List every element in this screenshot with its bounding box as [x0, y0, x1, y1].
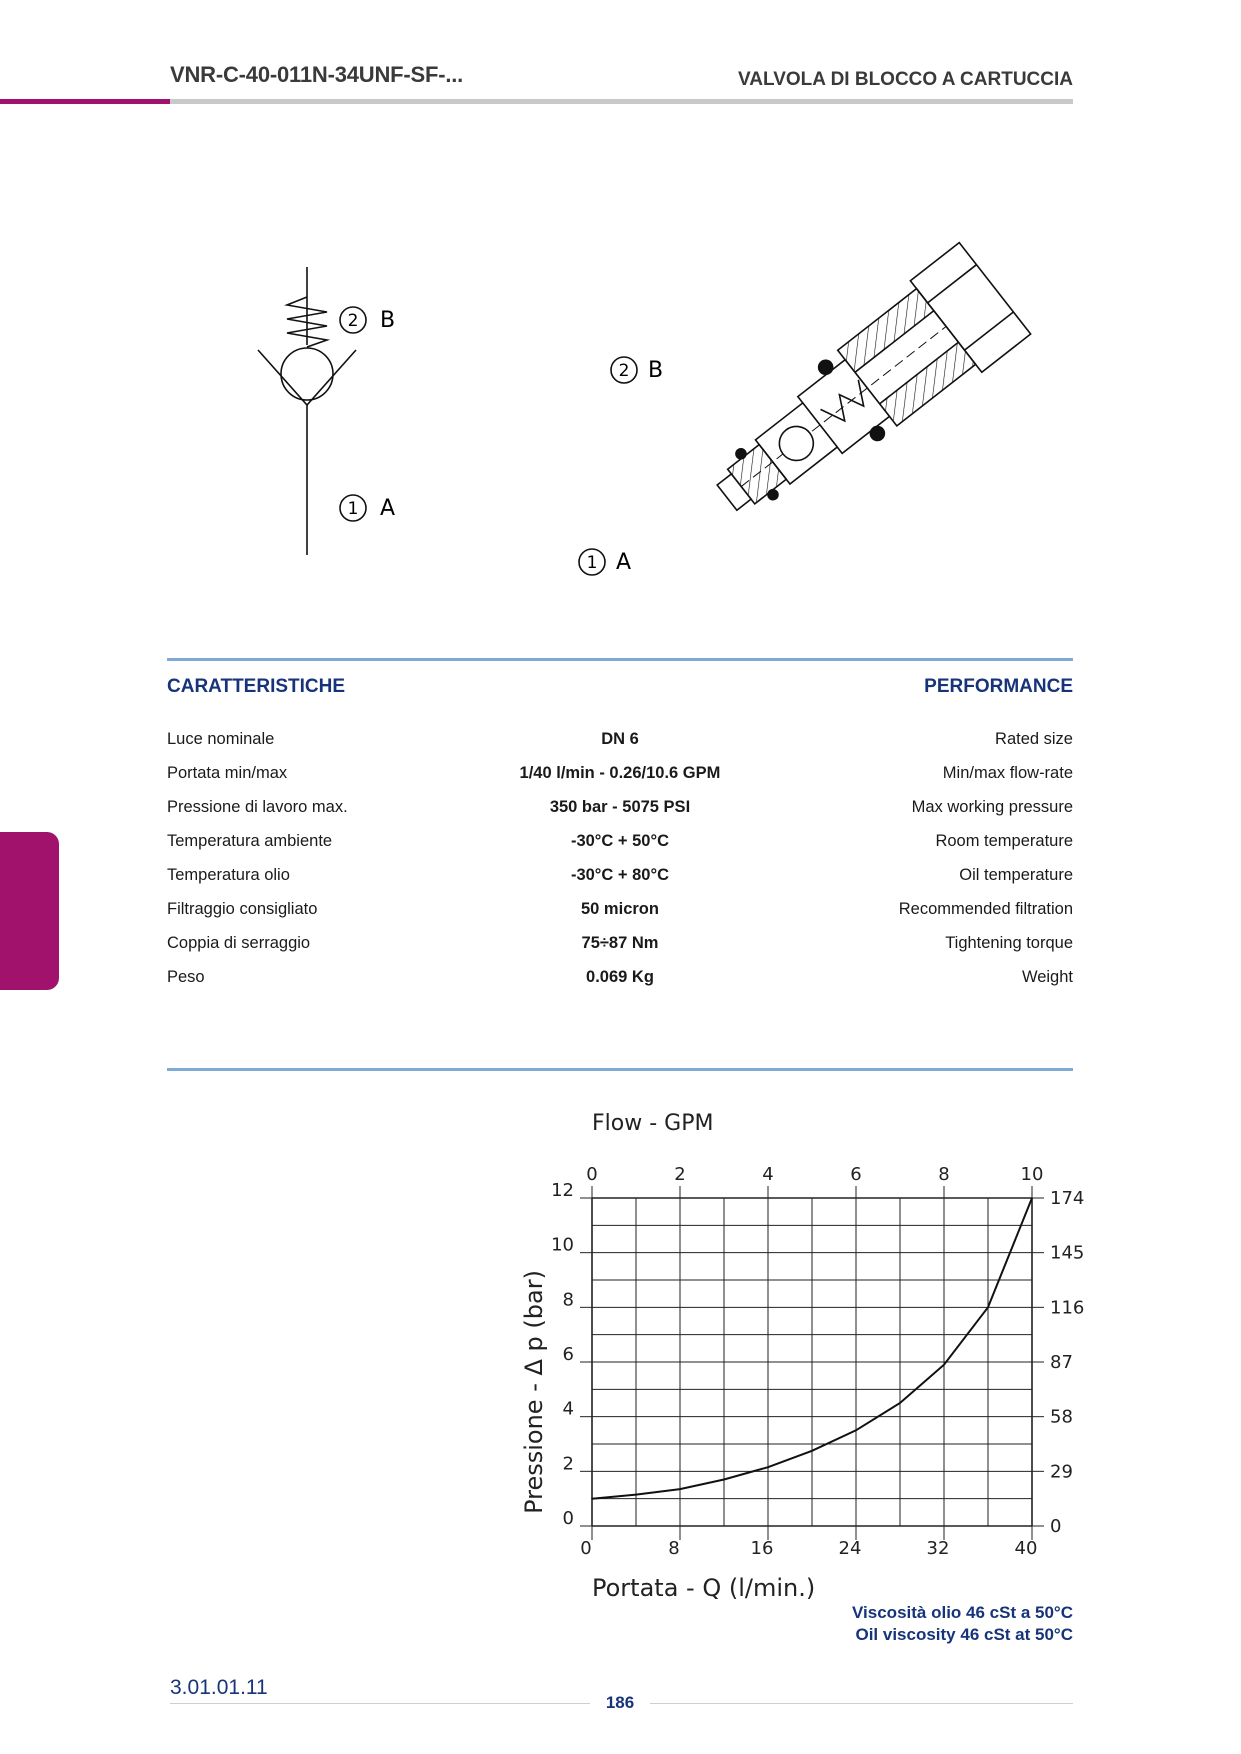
data-point [811, 1450, 813, 1452]
spec-label-it: Portata min/max [167, 763, 288, 782]
port-a-number: 1 [347, 499, 359, 519]
spec-value: 75÷87 Nm [581, 933, 659, 952]
data-point [899, 1402, 901, 1404]
spec-value: DN 6 [601, 729, 639, 748]
section-side-tab [0, 832, 59, 990]
spec-label-en: Room temperature [935, 831, 1073, 850]
x-tick-label: 8 [668, 1538, 680, 1559]
spec-value: -30°C + 50°C [570, 831, 669, 850]
viscosity-note-en: Oil viscosity 46 cSt at 50°C [855, 1625, 1073, 1644]
spec-value: 0.069 Kg [586, 967, 654, 986]
spec-label-it: Luce nominale [167, 729, 275, 748]
port-b-number: 2 [347, 311, 359, 331]
spec-label-en: Weight [1021, 967, 1073, 986]
port-a-label: A [380, 496, 396, 521]
hydraulic-symbol [240, 255, 440, 565]
spec-row [167, 858, 1073, 892]
port-a-number-section: 1 [586, 553, 598, 573]
spec-label-en: Max working pressure [911, 797, 1073, 816]
data-point [679, 1488, 681, 1490]
spec-value: 50 micron [581, 899, 659, 918]
page-title: VALVOLA DI BLOCCO A CARTUCCIA [738, 69, 1073, 90]
spec-row [167, 790, 1073, 824]
spec-value: -30°C + 80°C [570, 865, 669, 884]
right-tick-label: 29 [1050, 1461, 1073, 1483]
x-tick-label: 24 [838, 1538, 862, 1559]
data-point [723, 1479, 725, 1481]
spec-row [167, 824, 1073, 858]
x-tick-label: 40 [1014, 1538, 1038, 1559]
spec-value: 1/40 l/min - 0.26/10.6 GPM [519, 763, 721, 782]
top-tick-label: 2 [674, 1164, 686, 1185]
viscosity-note-it: Viscosità olio 46 cSt a 50°C [852, 1603, 1073, 1622]
top-tick-label: 6 [850, 1164, 862, 1185]
spec-label-it: Peso [167, 967, 205, 986]
port-b-number-section: 2 [618, 361, 630, 381]
spec-row [167, 756, 1073, 790]
model-code: VNR-C-40-011N-34UNF-SF-... [170, 62, 464, 87]
y-axis-label: Pressione - Δ p (bar) [520, 1270, 548, 1514]
spec-row [167, 960, 1073, 994]
right-tick-label: 87 [1050, 1352, 1073, 1373]
pressure-flow-chart [500, 1100, 1100, 1602]
data-point [591, 1498, 593, 1500]
spec-label-en: Recommended filtration [898, 899, 1073, 918]
top-tick-label: 4 [762, 1164, 774, 1185]
spec-label-en: Oil temperature [959, 865, 1073, 884]
port-a-label-section: A [616, 550, 632, 575]
y-tick-label: 0 [562, 1508, 574, 1529]
header-accent-bar [0, 99, 170, 104]
spec-label-it: Coppia di serraggio [167, 933, 311, 952]
spec-row [167, 926, 1073, 960]
y-tick-label: 4 [562, 1398, 574, 1420]
top-tick-label: 10 [1020, 1164, 1044, 1185]
section-divider-bottom [167, 1068, 1073, 1071]
spec-label-it: Temperatura olio [167, 865, 290, 884]
x-tick-label: 0 [580, 1538, 592, 1559]
port-b-label: B [380, 308, 396, 333]
top-tick-label: 0 [586, 1164, 598, 1185]
y-tick-label: 8 [562, 1289, 574, 1311]
spec-row [167, 722, 1073, 756]
data-point [1031, 1197, 1033, 1199]
right-tick-label: 174 [1050, 1188, 1085, 1209]
spec-label-it: Filtraggio consigliato [167, 899, 318, 918]
x-tick-label: 32 [926, 1538, 950, 1559]
data-point [943, 1364, 945, 1366]
cartridge-section-drawing [586, 255, 1080, 605]
header-divider [170, 99, 1073, 104]
spec-label-en: Tightening torque [945, 933, 1073, 952]
data-point [767, 1466, 769, 1468]
right-tick-label: 0 [1050, 1516, 1062, 1537]
chart-title: Flow - GPM [592, 1111, 714, 1136]
spec-label-it: Pressione di lavoro max. [167, 797, 348, 816]
specs-table [167, 722, 1073, 994]
y-tick-label: 12 [551, 1180, 574, 1201]
footer-divider-right [650, 1703, 1073, 1704]
x-tick-label: 16 [750, 1538, 774, 1559]
right-tick-label: 58 [1050, 1406, 1073, 1428]
data-point [635, 1494, 637, 1496]
spec-label-en: Min/max flow-rate [942, 763, 1073, 782]
spec-value: 350 bar - 5075 PSI [549, 797, 691, 816]
y-tick-label: 2 [562, 1453, 574, 1475]
document-code: 3.01.01.11 [170, 1676, 268, 1699]
spec-row [167, 892, 1073, 926]
y-tick-label: 6 [562, 1344, 574, 1365]
data-point [855, 1430, 857, 1432]
top-tick-label: 8 [938, 1164, 950, 1185]
section-divider-top [167, 658, 1073, 661]
section-title-en: PERFORMANCE [924, 676, 1073, 697]
section-title-it: CARATTERISTICHE [167, 676, 346, 697]
footer-divider-left [170, 1703, 590, 1704]
page-number: 186 [605, 1693, 635, 1712]
port-b-label-section: B [648, 358, 664, 383]
y-tick-label: 10 [551, 1234, 574, 1256]
spec-label-it: Temperatura ambiente [167, 831, 333, 850]
data-point [987, 1307, 989, 1309]
right-tick-label: 116 [1050, 1297, 1085, 1319]
spec-label-en: Rated size [995, 729, 1073, 748]
x-axis-label: Portata - Q (l/min.) [592, 1574, 816, 1602]
right-tick-label: 145 [1050, 1242, 1085, 1264]
